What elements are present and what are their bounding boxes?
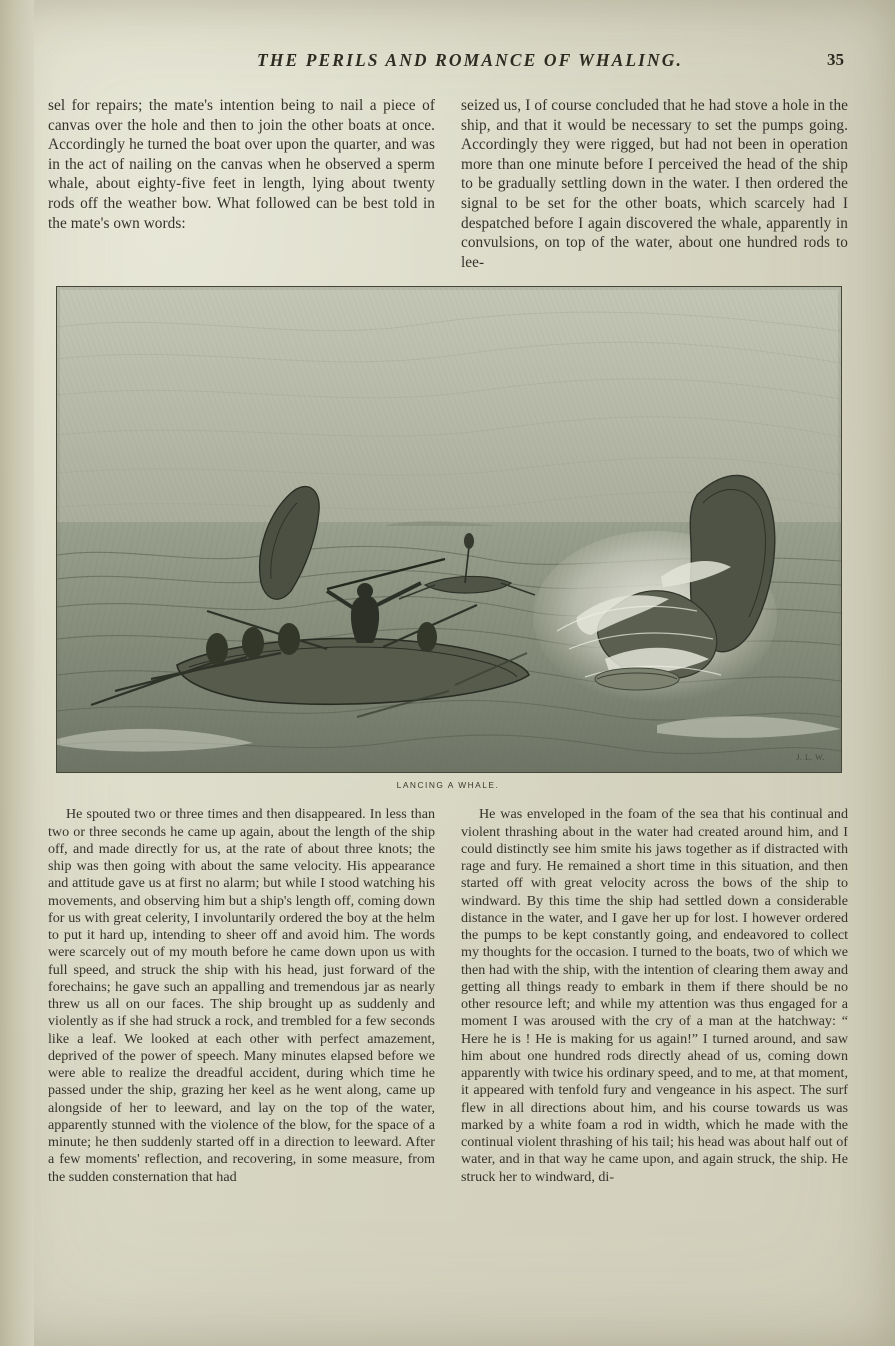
figure-caption: LANCING A WHALE.: [396, 780, 500, 791]
whaling-engraving: [57, 287, 841, 772]
column-left-top: [48, 96, 435, 272]
top-text-block: [48, 96, 848, 272]
paragraph-text: He spouted two or three times and then disappeared. In less than two or three seconds he came up again, about the length of the ship off, and made directly for us, at the rate of about three knots; the ship was then going with about the same velocity. His appearance and attitude gave us at first no alarm; but while I stood watching his movements, and observing him but a ship's length off, coming down for us with great celerity, I involuntarily ordered the boy at the helm to put it hard up, intending to sheer off and avoid him. The words were scarcely out of my mouth before he came down upon us with full speed, and struck the ship with his head, just forward of the forechains; he gave such an appalling and tremendous jar as nearly threw us all on our faces. The ship brought up as suddenly and violently as if she had struck a rock, and trembled for a few seconds like a leaf. We looked at each other with perfect amazement, deprived of the power of speech. Many minutes elapsed before we were able to realize the dreadful accident, during which time he passed under the ship, grazing her keel as he went along, came up alongside of her to leeward, and lay on the top of the water, apparently stunned with the violence of the blow, for the space of a minute; he then suddenly started off in a direction to leeward. After a few moments' reflection, and recovering, in some measure, from the sudden consternation that had: [48, 806, 435, 1185]
page-title: THE PERILS AND ROMANCE OF WHALING.: [256, 50, 683, 70]
illustration-figure: [56, 286, 840, 790]
column-left-bottom: [48, 806, 435, 1186]
engraving-plate: [56, 286, 842, 773]
column-right-top: [461, 96, 848, 272]
page-number: 35: [827, 50, 844, 69]
column-right-bottom: [461, 806, 848, 1186]
running-head: [56, 50, 844, 84]
paragraph-text: He was enveloped in the foam of the sea that his continual and violent thrashing about in the water had created around him, and I could distinctly see him smite his jaws together as if distracted with rage and fury. He remained a short time in this situation, and then started off with great velocity across the bows of the ship to windward. By this time the ship had settled down a considerable distance in the water, and I gave her up for lost. I however ordered the pumps to be kept constantly going, and endeavored to collect my thoughts for the occasion. I turned to the boats, two of which we then had with the ship, with the intention of clearing them away and getting all things ready to embark in them if there should be no other resource left; and while my attention was thus engaged for a moment I was aroused with the cry of a man at the hatchway: “ Here he is ! He is making for us again!” I turned around, and saw him about one hundred rods directly ahead of us, coming down apparently with twice his ordinary speed, and to me, at that moment, it appeared with tenfold fury and vengeance in his aspect. The surf flew in all directions about him, and his course towards us was marked by a white foam a rod in width, which he made with the continual violent thrashing of his tail; his head was about half out of water, and in that way he came upon, and again struck, the ship. He struck her to windward, di-: [461, 806, 848, 1185]
bottom-text-block: [48, 806, 848, 1186]
artist-signature: J. L. W.: [796, 753, 825, 763]
page-gutter-shadow: [0, 0, 34, 1346]
paragraph-text: sel for repairs; the mate's intention being to nail a piece of canvas over the hole and then to join the other boats at once. Accordingly he turned the boat over upon the quarter, and was in the act of nailing on the canvas when he observed a sperm whale, about eighty-five feet in length, lying about twenty rods off the weather bow. What followed can be best told in the mate's own words:: [48, 97, 435, 232]
page-content: [48, 50, 848, 1186]
paragraph-text: seized us, I of course concluded that he had stove a hole in the ship, and that it would be necessary to set the pumps going. Accordingly they were rigged, but had not been in operation more than one minute before I perceived the head of the ship to be gradually settling down in the water. I then ordered the signal to be set for the other boats, which scarcely had I despatched before I again discovered the whale, apparently in convulsions, on top of the water, about one hundred rods to lee-: [461, 97, 848, 271]
